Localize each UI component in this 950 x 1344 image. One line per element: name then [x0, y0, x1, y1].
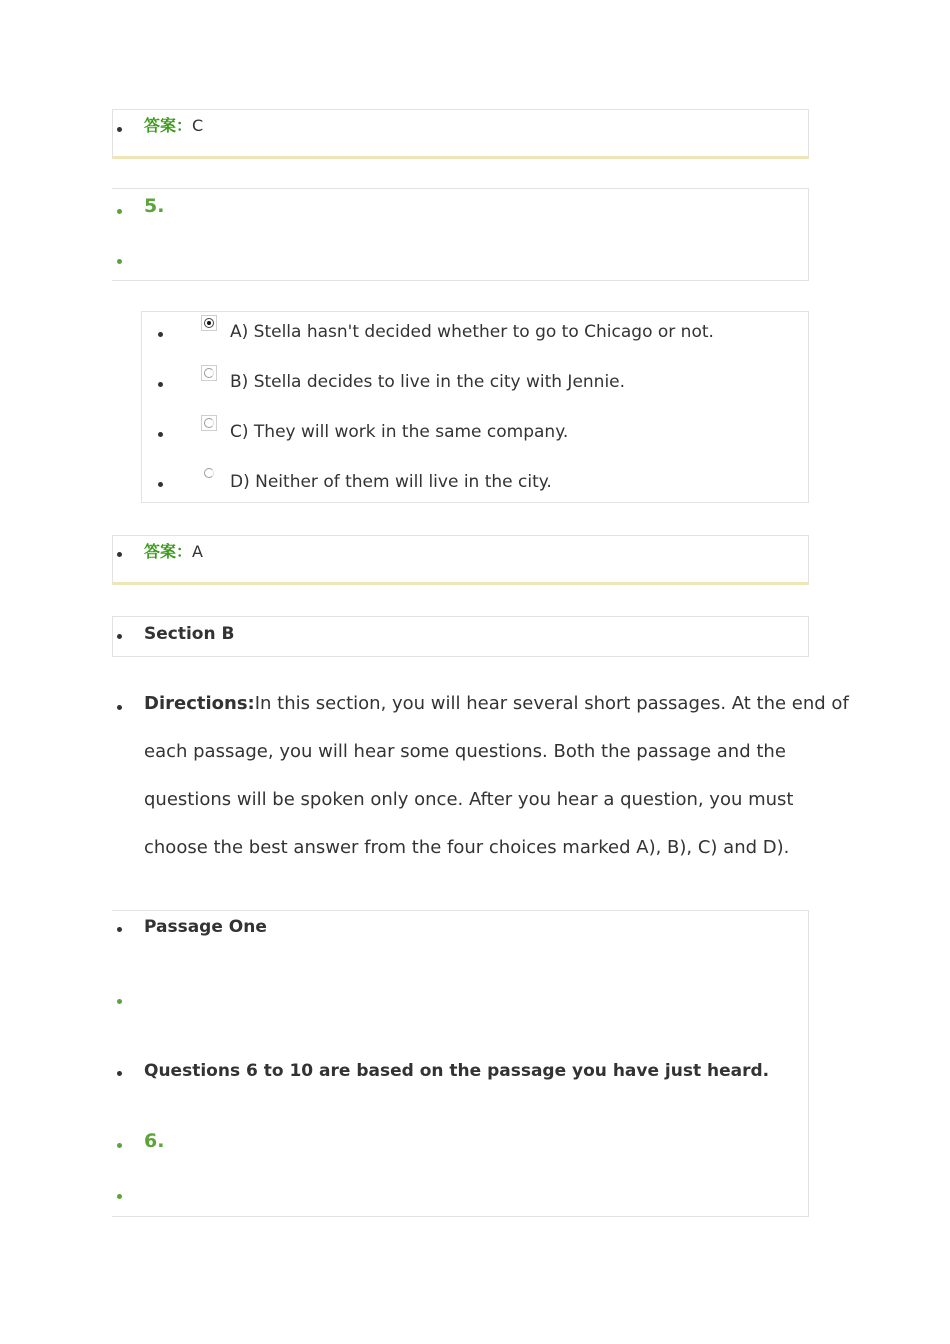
bullet — [117, 209, 122, 214]
section-b-title: Section B — [144, 624, 235, 644]
question-number: 6. — [144, 1130, 165, 1152]
radio-selected-icon — [204, 318, 214, 328]
bullet — [117, 259, 122, 264]
bullet — [158, 332, 163, 337]
option-d-radio[interactable] — [201, 465, 217, 481]
bullet — [117, 1194, 122, 1199]
answer-box-q4 — [112, 109, 809, 159]
bullet — [158, 432, 163, 437]
question-box-q5 — [112, 188, 809, 281]
radio-empty-icon — [204, 368, 214, 378]
answer-line-q5 — [144, 541, 203, 563]
bullet — [117, 999, 122, 1004]
bullet — [117, 552, 122, 557]
bullet — [117, 634, 122, 639]
answer-value: A — [192, 542, 203, 561]
bullet — [158, 482, 163, 487]
answer-box-q5 — [112, 535, 809, 585]
radio-empty-icon — [204, 418, 214, 428]
directions-text: In this section, you will hear several short passages. At the end of each passage, you will hear some questions. Both the passage and the questions will be spoken only once. After you hear a question, you must choose the best answer from the four choices marked A), B), C) and D). — [144, 693, 849, 858]
option-a-text: A) Stella hasn't decided whether to go to Chicago or not. — [230, 322, 714, 342]
option-c-radio[interactable] — [201, 415, 217, 431]
directions-label: Directions: — [144, 693, 255, 714]
bullet — [117, 1143, 122, 1148]
option-d-text: D) Neither of them will live in the city. — [230, 472, 552, 492]
option-c-text: C) They will work in the same company. — [230, 422, 569, 442]
passage-one-note: Questions 6 to 10 are based on the passage you have just heard. — [144, 1061, 770, 1081]
bullet — [117, 705, 122, 710]
answer-line-q4 — [144, 115, 203, 137]
answer-label: 答案： — [144, 542, 193, 561]
radio-empty-icon — [204, 468, 214, 478]
bullet — [117, 1071, 122, 1076]
option-b-radio[interactable] — [201, 365, 217, 381]
directions-paragraph — [144, 680, 849, 872]
answer-label: 答案： — [144, 116, 193, 135]
question-number: 5. — [144, 195, 165, 217]
bullet — [158, 382, 163, 387]
bullet — [117, 127, 122, 132]
option-a-radio[interactable] — [201, 315, 217, 331]
passage-one-title: Passage One — [144, 917, 267, 937]
answer-value: C — [192, 116, 204, 135]
option-b-text: B) Stella decides to live in the city with Jennie. — [230, 372, 626, 392]
bullet — [117, 927, 122, 932]
